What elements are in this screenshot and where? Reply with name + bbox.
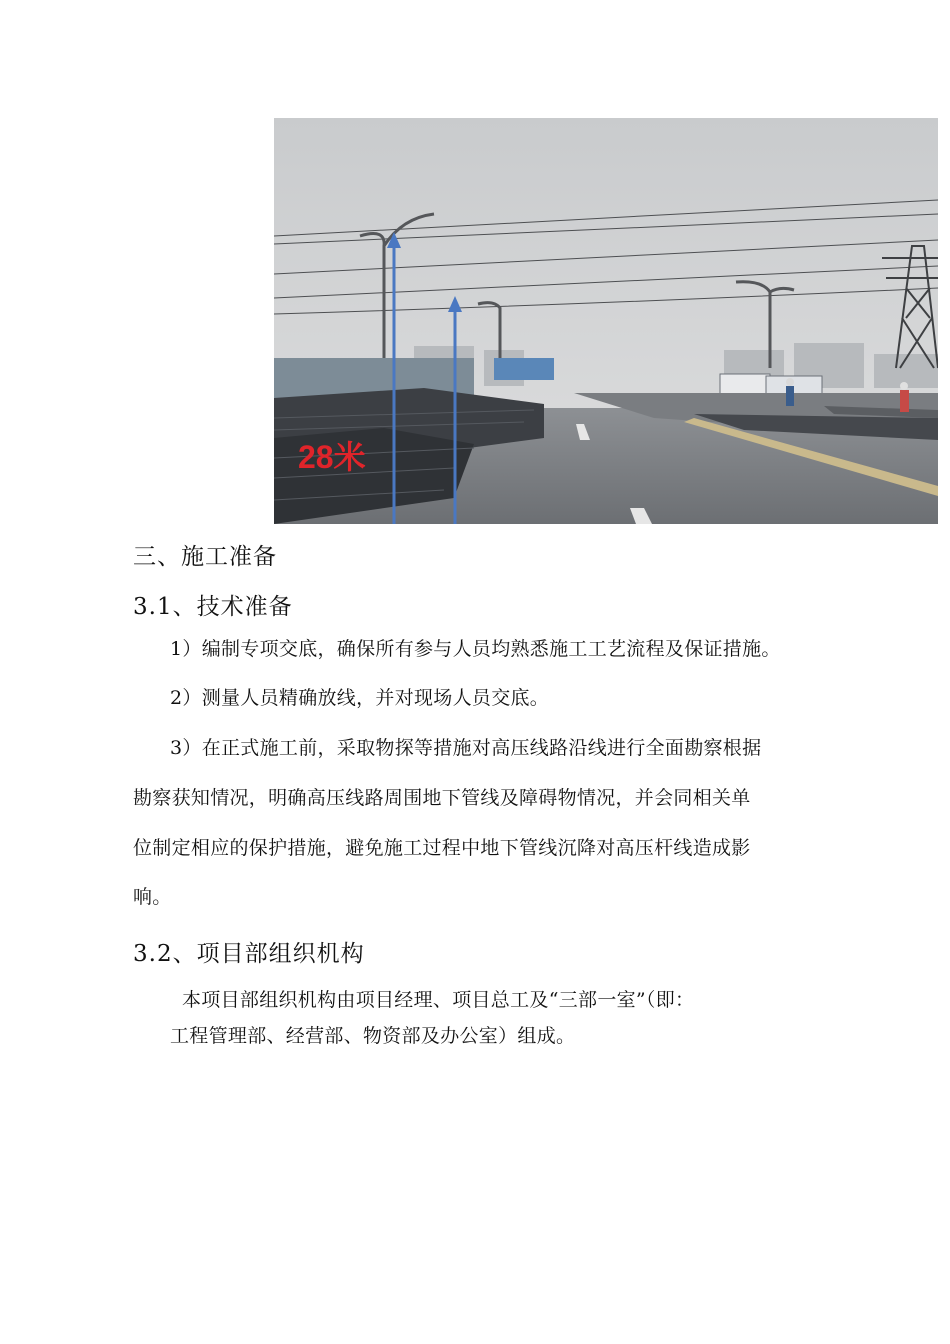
- site-gate: [494, 358, 554, 380]
- tech-prep-item-2: 2）测量人员精确放线，并对现场人员交底。: [170, 687, 550, 709]
- tech-prep-item-1: 1）编制专项交底，确保所有参与人员均熟悉施工工艺流程及保证措施。: [170, 638, 781, 660]
- tech-prep-item-3-line-4: 响。: [133, 886, 172, 908]
- construction-site-photo: [274, 118, 938, 524]
- height-label: 28米: [298, 439, 366, 475]
- tech-prep-item-3-line-3: 位制定相应的保护措施，避免施工过程中地下管线沉降对高压杆线造成影: [133, 837, 751, 859]
- section-3-title: 三、施工准备: [133, 544, 277, 570]
- section-3-2-title: 3.2、项目部组织机构: [133, 941, 365, 967]
- tech-prep-item-3-line-2: 勘察获知情况，明确高压线路周围地下管线及障碍物情况，并会同相关单: [133, 787, 751, 809]
- org-structure-line-1: 本项目部组织机构由项目经理、项目总工及“三部一室”（即：: [182, 989, 695, 1011]
- tech-prep-item-3-line-1: 3）在正式施工前，采取物探等措施对高压线路沿线进行全面勘察根据: [170, 737, 762, 759]
- org-structure-line-2: 工程管理部、经营部、物资部及办公室）组成。: [170, 1025, 576, 1047]
- section-3-1-title: 3.1、技术准备: [133, 594, 293, 620]
